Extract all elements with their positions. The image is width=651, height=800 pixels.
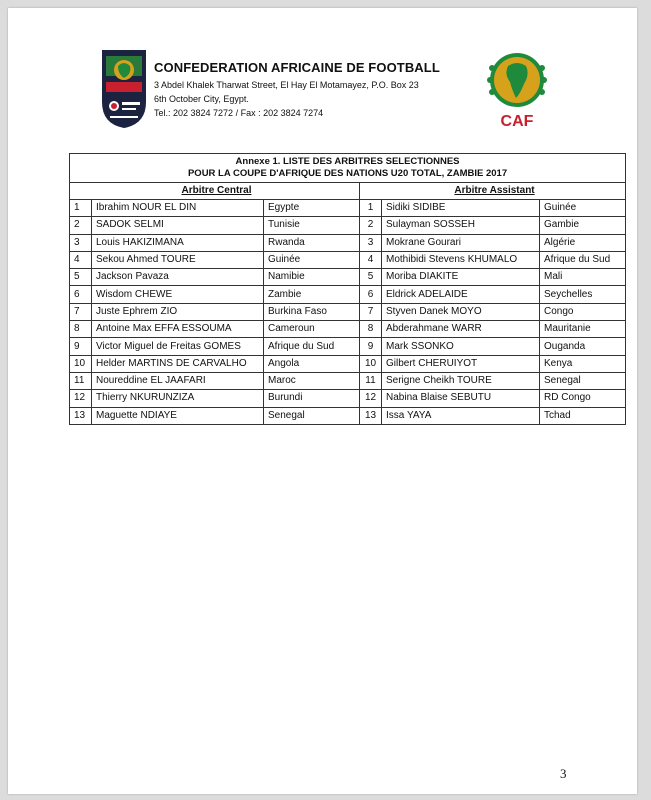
table-header-row xyxy=(70,183,626,200)
assistant-number: 7 xyxy=(360,303,382,320)
table-title-cell xyxy=(70,154,626,183)
central-referee-country: Burkina Faso xyxy=(264,303,360,320)
central-referee-country: Guinée xyxy=(264,251,360,268)
assistant-number: 1 xyxy=(360,200,382,217)
table-row xyxy=(70,269,626,286)
assistant-number: 9 xyxy=(360,338,382,355)
central-number: 13 xyxy=(70,407,92,424)
assistant-number: 6 xyxy=(360,286,382,303)
central-number: 12 xyxy=(70,390,92,407)
central-referee-name: Ibrahim NOUR EL DIN xyxy=(92,200,264,217)
assistant-referee-country: Senegal xyxy=(540,372,626,389)
table-row xyxy=(70,234,626,251)
table-row xyxy=(70,303,626,320)
zambia-2017-logo xyxy=(94,46,154,130)
central-referee-name: Noureddine EL JAAFARI xyxy=(92,372,264,389)
assistant-number: 11 xyxy=(360,372,382,389)
document-page xyxy=(8,8,637,794)
central-referee-name: Maguette NDIAYE xyxy=(92,407,264,424)
assistant-referee-name: Styven Danek MOYO xyxy=(382,303,540,320)
letterhead xyxy=(154,60,474,120)
assistant-header-cell xyxy=(360,183,626,200)
central-referee-country: Afrique du Sud xyxy=(264,338,360,355)
central-number: 3 xyxy=(70,234,92,251)
central-referee-country: Maroc xyxy=(264,372,360,389)
referee-table xyxy=(69,153,626,425)
table-row xyxy=(70,321,626,338)
assistant-referee-country: Seychelles xyxy=(540,286,626,303)
central-header: Arbitre Central xyxy=(181,185,252,196)
central-referee-country: Angola xyxy=(264,355,360,372)
assistant-number: 8 xyxy=(360,321,382,338)
central-referee-country: Zambie xyxy=(264,286,360,303)
assistant-referee-name: Sulayman SOSSEH xyxy=(382,217,540,234)
assistant-referee-country: Mali xyxy=(540,269,626,286)
assistant-referee-name: Abderahmane WARR xyxy=(382,321,540,338)
assistant-number: 12 xyxy=(360,390,382,407)
central-referee-name: Sekou Ahmed TOURE xyxy=(92,251,264,268)
assistant-referee-country: Mauritanie xyxy=(540,321,626,338)
assistant-referee-name: Nabina Blaise SEBUTU xyxy=(382,390,540,407)
assistant-number: 10 xyxy=(360,355,382,372)
central-number: 11 xyxy=(70,372,92,389)
central-number: 10 xyxy=(70,355,92,372)
central-number: 1 xyxy=(70,200,92,217)
assistant-referee-name: Mokrane Gourari xyxy=(382,234,540,251)
table-row xyxy=(70,200,626,217)
assistant-referee-country: Congo xyxy=(540,303,626,320)
table-row xyxy=(70,217,626,234)
central-referee-country: Tunisie xyxy=(264,217,360,234)
central-number: 9 xyxy=(70,338,92,355)
central-referee-name: Wisdom CHEWE xyxy=(92,286,264,303)
central-referee-country: Burundi xyxy=(264,390,360,407)
central-number: 7 xyxy=(70,303,92,320)
assistant-referee-country: Kenya xyxy=(540,355,626,372)
table-row xyxy=(70,251,626,268)
assistant-referee-name: Serigne Cheikh TOURE xyxy=(382,372,540,389)
assistant-number: 2 xyxy=(360,217,382,234)
assistant-referee-country: Algérie xyxy=(540,234,626,251)
table-row xyxy=(70,407,626,424)
organization-name: CONFEDERATION AFRICAINE DE FOOTBALL xyxy=(154,60,440,75)
table-title-line2: POUR LA COUPE D'AFRIQUE DES NATIONS U20 TOTAL, ZAMBIE 2017 xyxy=(187,168,508,179)
assistant-number: 13 xyxy=(360,407,382,424)
central-number: 8 xyxy=(70,321,92,338)
central-referee-name: Jackson Pavaza xyxy=(92,269,264,286)
assistant-referee-name: Issa YAYA xyxy=(382,407,540,424)
caf-logo-text: CAF xyxy=(500,113,534,130)
assistant-referee-name: Sidiki SIDIBE xyxy=(382,200,540,217)
central-number: 6 xyxy=(70,286,92,303)
assistant-number: 4 xyxy=(360,251,382,268)
central-referee-name: Louis HAKIZIMANA xyxy=(92,234,264,251)
assistant-referee-name: Mark SSONKO xyxy=(382,338,540,355)
table-row xyxy=(70,338,626,355)
assistant-referee-country: Ouganda xyxy=(540,338,626,355)
assistant-referee-country: Gambie xyxy=(540,217,626,234)
assistant-referee-name: Eldrick ADELAIDE xyxy=(382,286,540,303)
assistant-referee-name: Mothibidi Stevens KHUMALO xyxy=(382,251,540,268)
central-referee-name: Antoine Max EFFA ESSOUMA xyxy=(92,321,264,338)
caf-logo xyxy=(474,48,560,130)
table-title-line1: Annexe 1. LISTE DES ARBITRES SELECTIONNES xyxy=(235,156,460,167)
address-line: 3 Abdel Khalek Tharwat Street, El Hay El Motamayez, P.O. Box 23 xyxy=(154,80,419,90)
assistant-referee-country: Afrique du Sud xyxy=(540,251,626,268)
assistant-referee-country: Guinée xyxy=(540,200,626,217)
assistant-number: 3 xyxy=(360,234,382,251)
central-referee-country: Rwanda xyxy=(264,234,360,251)
assistant-number: 5 xyxy=(360,269,382,286)
central-referee-country: Cameroun xyxy=(264,321,360,338)
central-referee-country: Namibie xyxy=(264,269,360,286)
assistant-header: Arbitre Assistant xyxy=(454,185,535,196)
central-referee-name: SADOK SELMI xyxy=(92,217,264,234)
central-number: 5 xyxy=(70,269,92,286)
contact-line: Tel.: 202 3824 7272 / Fax : 202 3824 7274 xyxy=(154,108,324,118)
assistant-referee-name: Moriba DIAKITE xyxy=(382,269,540,286)
central-referee-country: Egypte xyxy=(264,200,360,217)
table-row xyxy=(70,390,626,407)
central-number: 4 xyxy=(70,251,92,268)
central-referee-name: Thierry NKURUNZIZA xyxy=(92,390,264,407)
assistant-referee-country: RD Congo xyxy=(540,390,626,407)
central-referee-name: Juste Ephrem ZIO xyxy=(92,303,264,320)
table-row xyxy=(70,372,626,389)
assistant-referee-name: Gilbert CHERUIYOT xyxy=(382,355,540,372)
central-referee-name: Helder MARTINS DE CARVALHO xyxy=(92,355,264,372)
central-referee-name: Victor Miguel de Freitas GOMES xyxy=(92,338,264,355)
table-row xyxy=(70,355,626,372)
address-line-city: 6th October City, Egypt. xyxy=(154,94,249,104)
page-number: 3 xyxy=(560,766,567,781)
central-header-cell xyxy=(70,183,360,200)
table-row xyxy=(70,286,626,303)
table-title-row xyxy=(70,154,626,183)
central-number: 2 xyxy=(70,217,92,234)
central-referee-country: Senegal xyxy=(264,407,360,424)
assistant-referee-country: Tchad xyxy=(540,407,626,424)
